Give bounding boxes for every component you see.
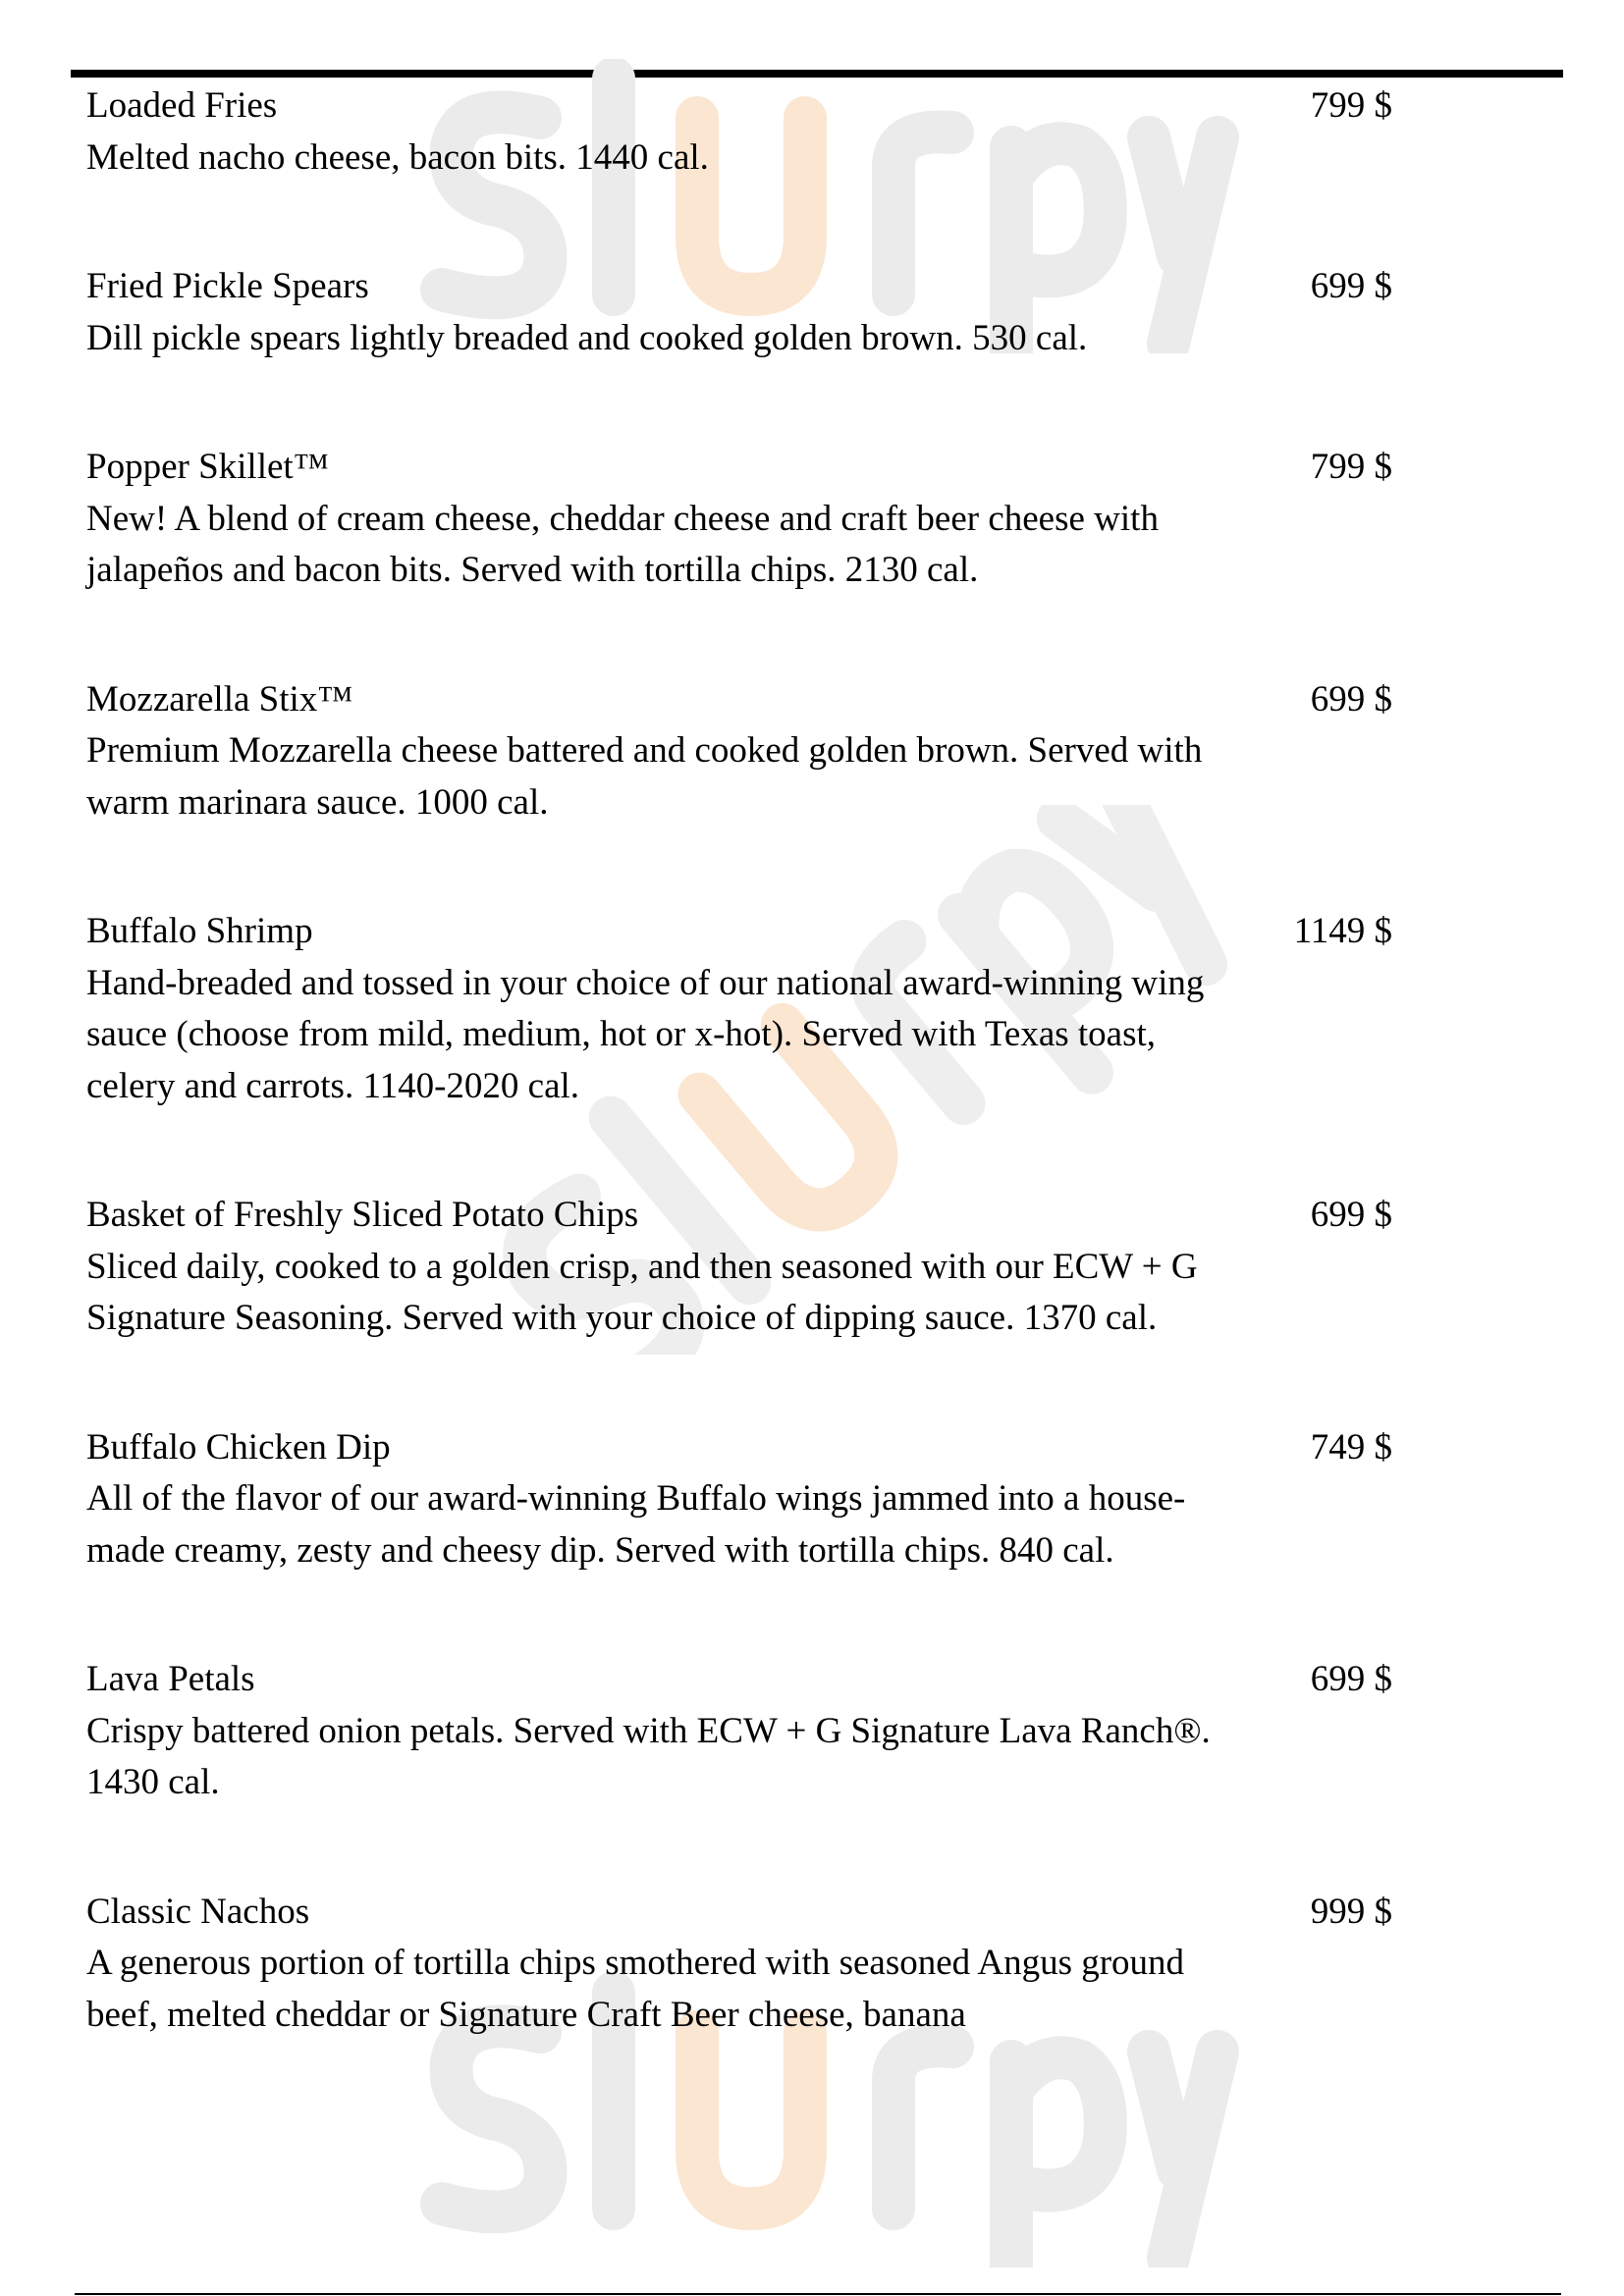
item-price: 1149 $ <box>1293 911 1392 951</box>
menu-item-potato-chips <box>86 1190 1402 1345</box>
item-name: Popper Skillet™ <box>86 447 329 487</box>
menu-list <box>86 80 1402 2118</box>
item-description: Dill pickle spears lightly breaded and cooked golden brown. 530 cal. <box>86 317 1088 358</box>
menu-item-loaded-fries <box>86 80 1402 184</box>
menu-item-buffalo-shrimp <box>86 906 1402 1112</box>
item-price: 799 $ <box>1310 447 1392 487</box>
item-price: 999 $ <box>1310 1891 1392 1932</box>
item-description: All of the flavor of our award-winning Buffalo wings jammed into a house-made creamy, zesty and cheesy dip. Served with tortilla chips. 840 cal. <box>86 1478 1186 1571</box>
item-description: Sliced daily, cooked to a golden crisp, and then seasoned with our ECW + G Signature Seasoning. Served with your choice of dipping sauce. 1370 cal. <box>86 1246 1198 1338</box>
menu-item-fried-pickle-spears <box>86 261 1402 364</box>
menu-item-lava-petals <box>86 1654 1402 1809</box>
bottom-divider <box>75 2293 1561 2295</box>
item-description: New! A blend of cream cheese, cheddar cheese and craft beer cheese with jalapeños and bacon bits. Served with tortilla chips. 2130 cal. <box>86 498 1159 590</box>
item-name: Lava Petals <box>86 1659 255 1699</box>
item-price: 749 $ <box>1310 1426 1392 1468</box>
item-price: 699 $ <box>1310 1659 1392 1699</box>
top-divider <box>71 70 1563 78</box>
item-name: Buffalo Shrimp <box>86 911 313 951</box>
item-description: Hand-breaded and tossed in your choice of our national award-winning wing sauce (choose from mild, medium, hot or x-hot). Served with Texas toast, celery and carrots. 1140-2020 cal. <box>86 962 1205 1106</box>
item-name: Basket of Freshly Sliced Potato Chips <box>86 1195 639 1235</box>
menu-item-classic-nachos <box>86 1887 1402 2042</box>
menu-item-buffalo-chicken-dip <box>86 1422 1402 1577</box>
item-price: 799 $ <box>1310 85 1392 126</box>
item-description: A generous portion of tortilla chips smothered with seasoned Angus ground beef, melted cheddar or Signature Craft Beer cheese, banana <box>86 1943 1185 2035</box>
item-name: Fried Pickle Spears <box>86 266 369 306</box>
item-description: Melted nacho cheese, bacon bits. 1440 cal. <box>86 136 709 178</box>
item-name: Buffalo Chicken Dip <box>86 1426 391 1468</box>
item-name: Mozzarella Stix™ <box>86 678 353 720</box>
item-name: Classic Nachos <box>86 1891 310 1932</box>
item-price: 699 $ <box>1310 678 1392 720</box>
item-price: 699 $ <box>1310 266 1392 306</box>
item-description: Premium Mozzarella cheese battered and cooked golden brown. Served with warm marinara sauce. 1000 cal. <box>86 730 1203 823</box>
item-description: Crispy battered onion petals. Served with ECW + G Signature Lava Ranch®. 1430 cal. <box>86 1710 1211 1802</box>
menu-item-mozzarella-stix <box>86 674 1402 829</box>
item-name: Loaded Fries <box>86 85 278 126</box>
item-price: 699 $ <box>1310 1195 1392 1235</box>
menu-item-popper-skillet <box>86 442 1402 597</box>
